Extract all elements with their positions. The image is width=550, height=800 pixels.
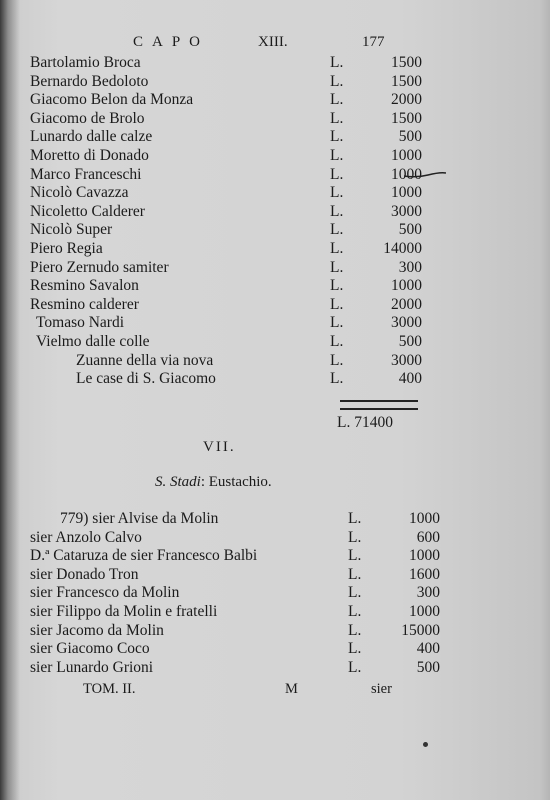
ledger-row bbox=[30, 295, 450, 314]
ledger-row bbox=[30, 509, 450, 528]
row-name: D.ª Cataruza de sier Francesco Balbi bbox=[30, 547, 258, 565]
ink-dot bbox=[423, 742, 428, 747]
row-name: 779) sier Alvise da Molin bbox=[60, 510, 219, 527]
total-double-rule bbox=[340, 400, 418, 410]
ledger-row bbox=[30, 528, 450, 547]
ledger-row bbox=[30, 239, 450, 258]
ledger-row bbox=[30, 621, 450, 640]
row-name: Vielmo dalle colle bbox=[36, 333, 150, 350]
church-heading bbox=[155, 474, 272, 491]
ledger-row bbox=[30, 72, 450, 91]
ledger-row bbox=[30, 165, 450, 184]
row-currency: L. bbox=[330, 202, 344, 220]
ledger-row bbox=[30, 332, 450, 351]
row-currency: L. bbox=[330, 128, 344, 146]
ledger-row bbox=[30, 220, 450, 239]
ledger-row bbox=[30, 109, 450, 128]
row-name: Zuanne della via nova bbox=[76, 351, 214, 369]
row-name: sier Jacomo da Molin bbox=[30, 621, 164, 639]
row-name: Moretto di Donado bbox=[30, 147, 149, 164]
row-currency: L. bbox=[348, 565, 362, 583]
row-name: Piero Zernudo samiter bbox=[30, 258, 169, 276]
row-name: Nicolò Cavazza bbox=[30, 184, 129, 202]
row-name: Marco Franceschi bbox=[30, 165, 142, 183]
ledger-row bbox=[30, 351, 450, 370]
row-currency: L. bbox=[330, 147, 344, 164]
row-name: Le case di S. Giacomo bbox=[76, 370, 216, 388]
ledger-row bbox=[30, 146, 450, 165]
running-head-capo: CAPO bbox=[133, 34, 210, 50]
row-currency: L. bbox=[330, 240, 344, 257]
section-number: VII. bbox=[203, 439, 236, 455]
row-name: sier Giacomo Coco bbox=[30, 640, 150, 658]
row-currency: L. bbox=[330, 351, 344, 369]
row-amount: 14000 bbox=[383, 240, 422, 257]
ledger-row bbox=[30, 90, 450, 109]
row-amount: 1000 bbox=[391, 277, 422, 295]
row-amount: 1000 bbox=[409, 547, 440, 565]
pen-mark bbox=[404, 170, 446, 180]
row-currency: L. bbox=[330, 277, 344, 295]
row-name: Resmino calderer bbox=[30, 295, 139, 313]
ledger-row bbox=[30, 183, 450, 202]
row-amount: 500 bbox=[398, 221, 422, 239]
row-name: sier Anzolo Calvo bbox=[30, 528, 142, 546]
row-amount: 300 bbox=[416, 584, 440, 602]
row-currency: L. bbox=[330, 370, 344, 388]
row-name: sier Filippo da Molin e fratelli bbox=[30, 603, 218, 620]
row-name: Resmino Savalon bbox=[30, 277, 139, 295]
row-amount: 400 bbox=[398, 370, 422, 388]
row-currency: L. bbox=[330, 314, 344, 332]
row-currency: L. bbox=[330, 184, 344, 202]
ledger-row bbox=[30, 369, 450, 388]
row-currency: L. bbox=[330, 165, 344, 183]
row-amount: 1000 bbox=[391, 147, 422, 164]
ledger-row bbox=[30, 202, 450, 221]
row-currency: L. bbox=[330, 221, 344, 239]
row-currency: L. bbox=[348, 603, 362, 620]
ledger-row bbox=[30, 546, 450, 565]
row-currency: L. bbox=[330, 258, 344, 276]
ledger-row bbox=[30, 53, 450, 72]
signature-mark: M bbox=[285, 681, 298, 697]
row-currency: L. bbox=[348, 621, 362, 639]
row-amount: 2000 bbox=[391, 91, 422, 109]
row-amount: 600 bbox=[416, 528, 440, 546]
row-amount: 1600 bbox=[409, 565, 440, 583]
row-amount: 500 bbox=[398, 333, 422, 350]
ledger-row bbox=[30, 565, 450, 584]
ledger-row bbox=[30, 602, 450, 621]
ledger-row bbox=[30, 258, 450, 277]
row-currency: L. bbox=[330, 72, 344, 90]
ledger-row bbox=[30, 658, 450, 677]
row-amount: 15000 bbox=[401, 621, 440, 639]
row-amount: 2000 bbox=[391, 295, 422, 313]
row-amount: 1000 bbox=[409, 603, 440, 620]
row-amount: 300 bbox=[398, 258, 422, 276]
church-abbr: S. Stadi bbox=[155, 474, 201, 490]
row-name: Bernardo Bedoloto bbox=[30, 72, 149, 90]
row-amount: 1000 bbox=[409, 510, 440, 527]
row-currency: L. bbox=[348, 584, 362, 602]
row-currency: L. bbox=[348, 658, 362, 676]
row-currency: L. bbox=[348, 528, 362, 546]
page-number: 177 bbox=[362, 34, 385, 50]
row-currency: L. bbox=[330, 333, 344, 350]
ledger-row bbox=[30, 127, 450, 146]
row-amount: 500 bbox=[398, 128, 422, 146]
row-currency: L. bbox=[330, 295, 344, 313]
row-name: Piero Regia bbox=[30, 240, 103, 257]
row-amount: 1000 bbox=[391, 184, 422, 202]
row-name: Giacomo de Brolo bbox=[30, 109, 145, 127]
row-name: Nicoletto Calderer bbox=[30, 202, 145, 220]
row-name: sier Francesco da Molin bbox=[30, 584, 180, 602]
ledger-row bbox=[30, 583, 450, 602]
catchword: sier bbox=[371, 681, 392, 697]
church-name: : Eustachio. bbox=[200, 474, 272, 490]
row-name: Bartolamio Broca bbox=[30, 54, 141, 71]
row-amount: 3000 bbox=[391, 202, 422, 220]
row-amount: 3000 bbox=[391, 351, 422, 369]
row-currency: L. bbox=[348, 640, 362, 658]
row-name: Lunardo dalle calze bbox=[30, 128, 153, 146]
row-name: sier Donado Tron bbox=[30, 565, 139, 583]
row-name: Giacomo Belon da Monza bbox=[30, 91, 194, 109]
row-amount: 1500 bbox=[391, 72, 422, 90]
row-currency: L. bbox=[348, 547, 362, 565]
row-currency: L. bbox=[330, 91, 344, 109]
row-amount: 3000 bbox=[391, 314, 422, 332]
row-amount: 1500 bbox=[391, 109, 422, 127]
ledger-row bbox=[30, 276, 450, 295]
volume-label: TOM. II. bbox=[83, 681, 136, 697]
row-currency: L. bbox=[330, 54, 344, 71]
ledger-row bbox=[30, 313, 450, 332]
row-name: Nicolò Super bbox=[30, 221, 113, 239]
row-currency: L. bbox=[348, 510, 362, 527]
row-currency: L. bbox=[330, 109, 344, 127]
row-amount: 500 bbox=[416, 658, 440, 676]
ledger-row bbox=[30, 639, 450, 658]
row-amount: 400 bbox=[416, 640, 440, 658]
row-amount: 1500 bbox=[391, 54, 422, 71]
running-head-chapter: XIII. bbox=[258, 34, 288, 50]
row-name: sier Lunardo Grioni bbox=[30, 658, 154, 676]
row-amount: 1000 bbox=[391, 165, 422, 183]
section-1-total: L. 71400 bbox=[337, 414, 393, 431]
row-name: Tomaso Nardi bbox=[36, 314, 125, 332]
